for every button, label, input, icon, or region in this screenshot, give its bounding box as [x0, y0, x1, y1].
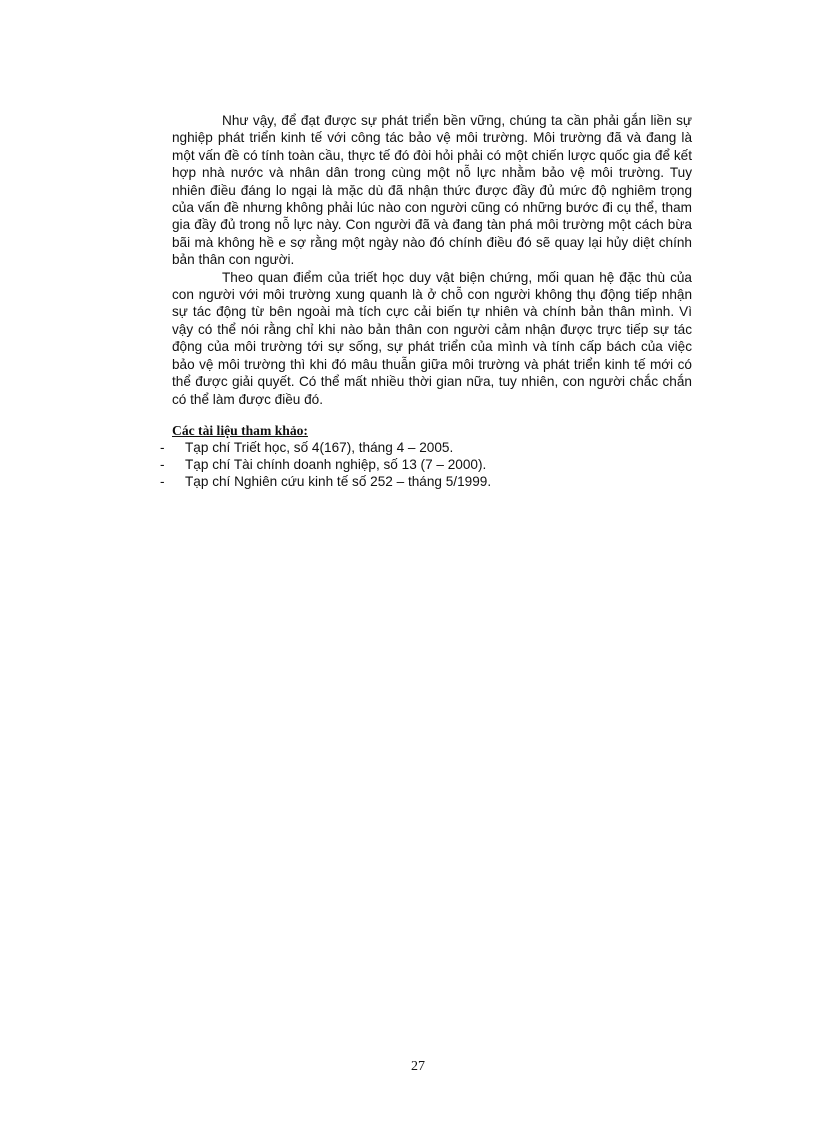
- reference-text: Tạp chí Tài chính doanh nghiệp, số 13 (7 – 2000).: [185, 457, 487, 473]
- body-paragraph-1: Như vậy, để đạt được sự phát triển bền vững, chúng ta cần phải gắn liền sự nghiệp phát triển kinh tế với công tác bảo vệ môi trường. Môi trường đã và đang là một vấn đề có tính toàn cầu, thực tế đó đòi hỏi phải có một chiến lược quốc gia để kết hợp nhà nước và nhân dân trong cùng một nỗ lực nhằm bảo vệ môi trường. Tuy nhiên điều đáng lo ngại là mặc dù đã nhận thức được đầy đủ mức độ nghiêm trọng của vấn đề nhưng không phải lúc nào con người cũng có những bước đi cụ thể, tham gia đầy đủ trong nỗ lực này. Con người đã và đang tàn phá môi trường một cách bừa bãi mà không hề e sợ rằng một ngày nào đó chính điều đó sẽ quay lại hủy diệt chính bản thân con người.: [172, 113, 692, 268]
- page-content: [160, 112, 692, 491]
- reference-text: Tạp chí Nghiên cứu kinh tế số 252 – tháng 5/1999.: [185, 474, 492, 490]
- reference-item: [160, 439, 692, 456]
- reference-text: Tạp chí Triết học, số 4(167), tháng 4 – 2005.: [185, 439, 454, 455]
- body-paragraph-2: Theo quan điểm của triết học duy vật biện chứng, mối quan hệ đặc thù của con người với môi trường xung quanh là ở chỗ con người không thụ động tiếp nhận sự tác động từ bên ngoài mà tích cực cải biến tự nhiên và chính bản thân mình. Vì vậy có thể nói rằng chỉ khi nào bản thân con người cảm nhận được trực tiếp sự tác động của môi trường tới sự sống, sự phát triển của mình và tính cấp bách của việc bảo vệ môi trường thì khi đó mâu thuẫn giữa môi trường và phát triển kinh tế mới có thể được giải quyết. Có thể mất nhiều thời gian nữa, tuy nhiên, con người chắc chắn có thể làm được điều đó.: [172, 269, 692, 407]
- reference-bullet: -: [160, 439, 165, 455]
- reference-item: [160, 473, 692, 490]
- reference-bullet: -: [160, 474, 165, 490]
- references-heading: Các tài liệu tham khảo:: [172, 422, 308, 438]
- references-list: [160, 439, 692, 491]
- reference-item: [160, 456, 692, 473]
- page-number: 27: [411, 1059, 425, 1074]
- reference-bullet: -: [160, 457, 165, 473]
